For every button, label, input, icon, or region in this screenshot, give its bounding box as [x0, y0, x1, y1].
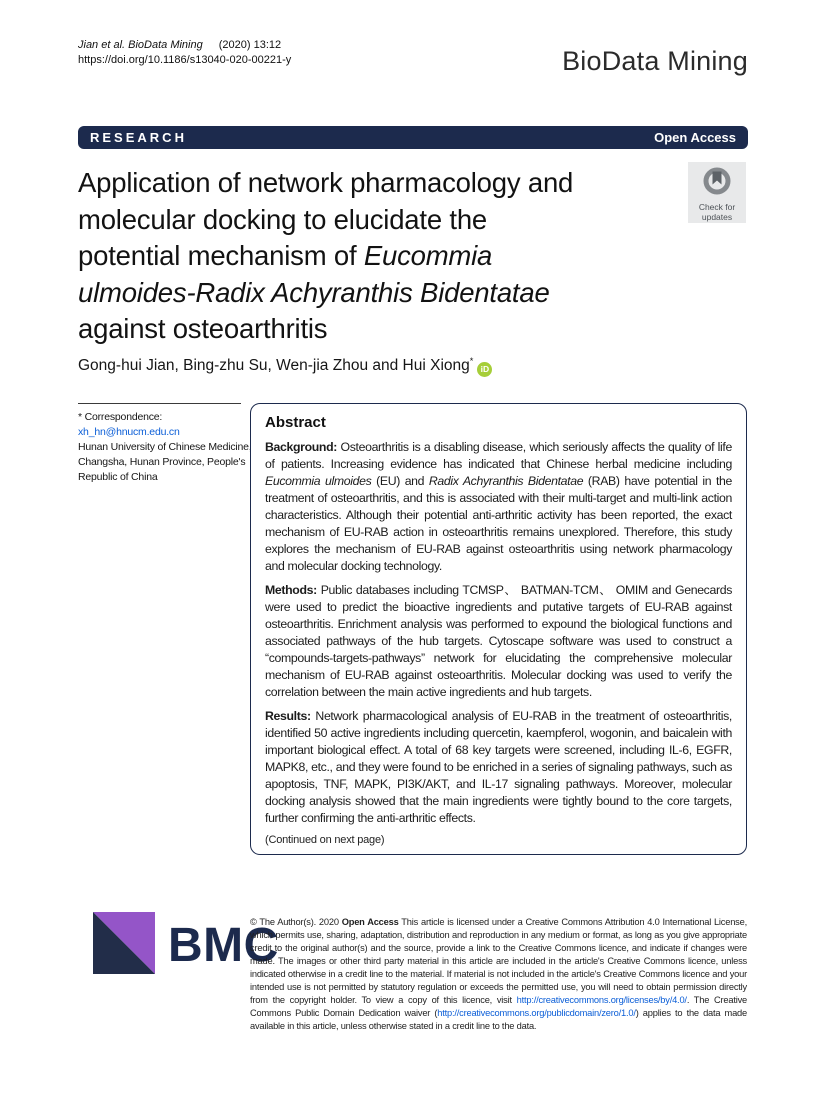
title-line	[78, 311, 698, 348]
title-line	[78, 238, 698, 275]
text-segment: against osteoarthritis	[78, 313, 328, 344]
check-for-updates-label: Check for updates	[698, 202, 736, 222]
article-type-banner	[78, 126, 748, 149]
email-link[interactable]: xh_hn@hnucm.edu.cn	[78, 426, 180, 438]
text-segment: Public databases including TCMSP、 BATMAN-TCM、 OMIM and Genecards were used to predict the bioactive ingredients and putative targets of EU-RAB against osteoarthritis. Enrichment analysis was performed to expound the biological functions and associated pathways of the hub targets. Cytoscape software was used to construct a “compounds-targets-pathways” network for elucidating the comprehensive molecular mechanism of EU-RAB against osteoarthritis. Molecular docking was used to verify the correlation between the main active ingredients and hub targets.	[265, 583, 732, 699]
text-segment: potential mechanism of	[78, 240, 364, 271]
text-segment: Hunan University of Chinese Medicine, Changsha, Hunan Province, People's Republic of China	[78, 441, 252, 483]
text-segment: This article is licensed under a Creative Commons Attribution 4.0 International License, which permits use, sharing, adaptation, distribution and reproduction in any medium or format, as long as you give appropriate credit to the original author(s) and the source, provide a link to the Creative Commons licence, and indicate if changes were made. The images or other third party material in this article are included in the article's Creative Commons licence, unless indicated otherwise in a credit line to the material. If material is not included in the article's Creative Commons licence and your intended use is not permitted by statutory regulation or exceeds the permitted use, you will need to obtain permission directly from the copyright holder. To view a copy of this licence, visit	[250, 917, 747, 1005]
text-segment: (RAB) have potential in the treatment of osteoarthritis, and this is associated with their multi-target and multi-link action characteristics. Although their potential anti-arthritic activity has been reported, the exact mechanism of EU-RAB action in osteoarthritis remains unexplored. Therefore, this study explores the mechanism of EU-RAB against osteoarthritis using network pharmacology and molecular docking technology.	[265, 474, 732, 573]
citation-line	[78, 38, 291, 53]
bmc-logo-icon	[93, 912, 155, 979]
text-segment: Eucommia ulmoides	[265, 474, 372, 488]
text-segment: Osteoarthritis is a disabling disease, which seriously affects the quality of life of patients. Increasing evidence has indicated that Chinese herbal medicine including	[265, 440, 732, 471]
citation-authors-journal: Jian et al. BioData Mining	[78, 39, 203, 51]
cc-license-link[interactable]: http://creativecommons.org/licenses/by/4.0/	[516, 995, 687, 1005]
background-label: Background:	[265, 440, 337, 454]
text-segment: ) applies to the data made available in this article, unless otherwise stated in a credit line to the data.	[250, 1008, 747, 1031]
text-segment: Radix Achyranthis Bidentatae	[428, 474, 584, 488]
methods-label: Methods:	[265, 583, 317, 597]
text-segment: molecular docking to elucidate the	[78, 203, 488, 235]
author-names: Gong-hui Jian, Bing-zhu Su, Wen-jia Zhou and Hui Xiong	[78, 357, 470, 375]
text-segment: * Correspondence:	[78, 411, 163, 423]
doi-link[interactable]: https://doi.org/10.1186/s13040-020-00221-y	[78, 54, 292, 66]
left-column-divider	[78, 403, 241, 404]
text-segment: © The Author(s). 2020	[250, 917, 342, 927]
text-segment: Eucommia	[363, 240, 493, 271]
copyright-notice	[250, 916, 747, 1033]
check-for-updates-button[interactable]	[688, 162, 746, 223]
open-access-label: Open Access	[654, 130, 736, 145]
abstract-background-paragraph	[265, 439, 732, 575]
results-label: Results:	[265, 709, 311, 723]
corresponding-author-marker: *	[469, 356, 474, 366]
text-segment: ulmoides-Radix Achyranthis Bidentatae	[78, 276, 550, 308]
abstract-heading: Abstract	[265, 414, 326, 431]
text-segment: Network pharmacological analysis of EU-RAB in the treatment of osteoarthritis, identified 50 active ingredients including quercetin, kaempferol, wogonin, and baicalein with important biological effect. A total of 68 key targets were screened, including IL-6, EGFR, MAPK8, etc., and they were found to be enriched in a series of signaling pathways, such as apoptosis, TNF, MAPK, PI3K/AKT, and IL-17 signaling pathways. Moreover, molecular docking analysis showed that the main ingredients were tightly bound to the core targets, further confirming the anti-arthritic effects.	[265, 709, 732, 825]
check-for-updates-icon	[703, 167, 731, 200]
citation-issue: (2020) 13:12	[218, 39, 282, 51]
article-type-label: RESEARCH	[90, 130, 187, 145]
correspondence-block	[78, 410, 262, 485]
text-segment: Application of network pharmacology and	[78, 167, 574, 198]
text-segment: . The Creative Commons Public Domain Dedication waiver (	[250, 995, 748, 1018]
bmc-logo-text: BMC	[168, 919, 279, 972]
title-line	[78, 275, 698, 312]
abstract-methods-paragraph	[265, 582, 732, 701]
abstract-box	[250, 403, 747, 855]
citation-block	[78, 38, 291, 68]
authors-line	[78, 356, 492, 377]
continued-note: (Continued on next page)	[265, 834, 385, 846]
title-line	[78, 165, 698, 202]
page-title	[78, 165, 698, 348]
journal-name: BioData Mining	[562, 46, 748, 76]
cc-publicdomain-link[interactable]: http://creativecommons.org/publicdomain/zero/1.0/	[437, 1008, 636, 1018]
orcid-icon[interactable]: iD	[477, 362, 492, 377]
title-line	[78, 202, 698, 239]
text-segment: Open Access	[341, 917, 399, 927]
abstract-results-paragraph	[265, 708, 732, 827]
text-segment: (EU) and	[371, 474, 429, 488]
